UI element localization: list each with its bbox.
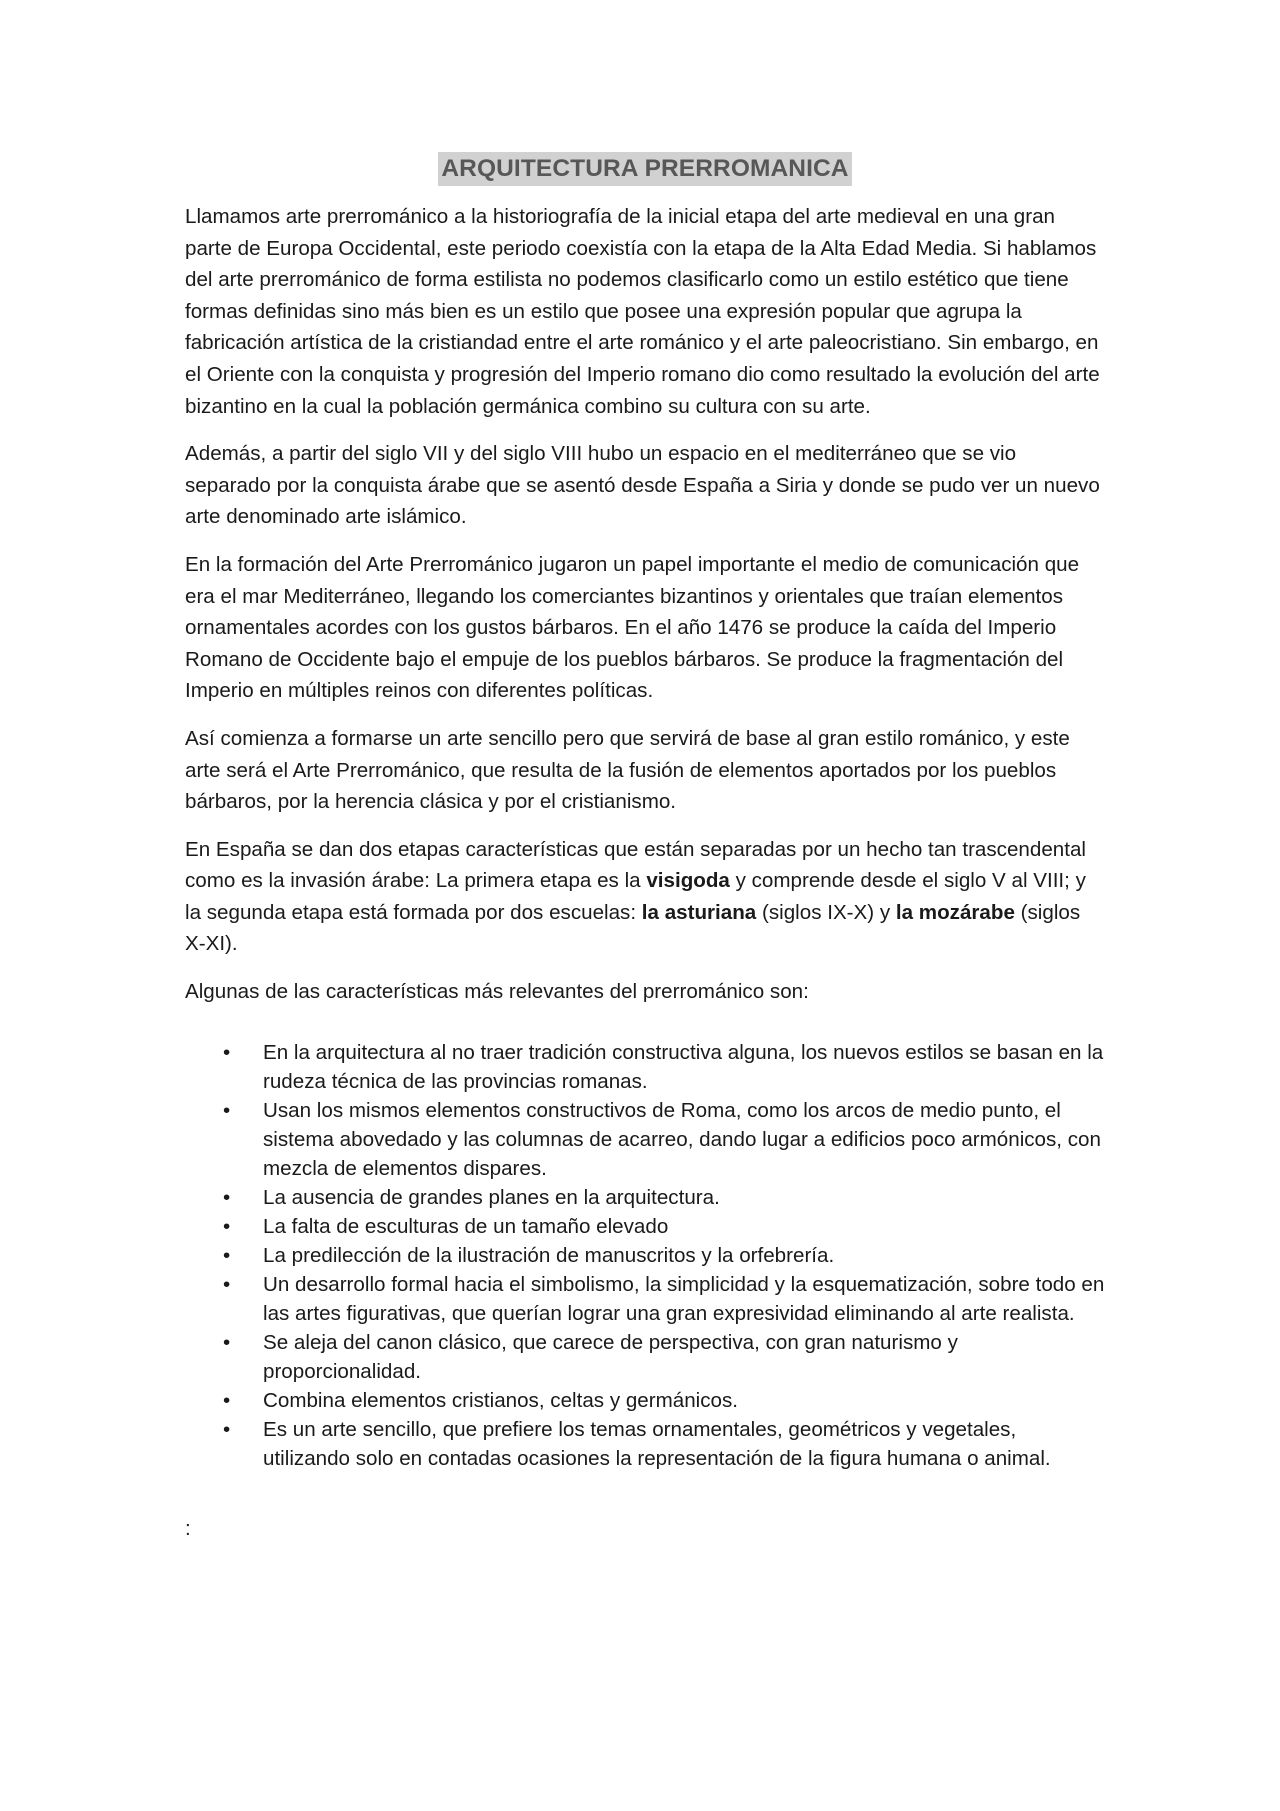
- bullet-icon: •: [223, 1388, 231, 1412]
- bullet-icon: •: [223, 1330, 231, 1354]
- list-item-text: Es un arte sencillo, que prefiere los temas ornamentales, geométricos y vegetales, utilizando solo en contadas ocasiones la representación de la figura humana o animal.: [263, 1417, 1051, 1470]
- list-item-text: En la arquitectura al no traer tradición constructiva alguna, los nuevos estilos se basan en la rudeza técnica de las provincias romanas.: [263, 1040, 1104, 1093]
- list-item: [185, 1270, 1105, 1328]
- paragraph-spain-stages: [185, 834, 1105, 960]
- bullet-icon: •: [223, 1098, 231, 1122]
- bullet-icon: •: [223, 1040, 231, 1064]
- list-item: [185, 1241, 1105, 1270]
- paragraph-intro: Llamamos arte prerrománico a la historiografía de la inicial etapa del arte medieval en una gran parte de Europa Occidental, este periodo coexistía con la etapa de la Alta Edad Media. Si hablamos del arte prerrománico de forma estilista no podemos clasificarlo como un estilo estético que tiene formas definidas sino más bien es un estilo que posee una expresión popular que agrupa la fabricación artística de la cristiandad entre el arte románico y el arte paleocristiano. Sin embargo, en el Oriente con la conquista y progresión del Imperio romano dio como resultado la evolución del arte bizantino en la cual la población germánica combino su cultura con su arte.: [185, 205, 1100, 418]
- spain-bold-mozarabe: la mozárabe: [895, 900, 1015, 924]
- list-item: [185, 1096, 1105, 1183]
- spain-text-1: En España se dan dos etapas características que están separadas por un hecho tan trascendental como es la invasión árabe: La primera etapa es la: [185, 837, 1086, 893]
- bullet-icon: •: [223, 1185, 231, 1209]
- list-item: [185, 1328, 1105, 1386]
- list-item: [185, 1183, 1105, 1212]
- list-item: [185, 1415, 1105, 1473]
- list-item-text: La falta de esculturas de un tamaño elevado: [263, 1214, 669, 1238]
- paragraph-simple-art: Así comienza a formarse un arte sencillo pero que servirá de base al gran estilo románico, y este arte será el Arte Prerrománico, que resulta de la fusión de elementos aportados por los pueblos bárbaros, por la herencia clásica y por el cristianismo.: [185, 726, 1070, 814]
- paragraph-islamic-art: Además, a partir del siglo VII y del siglo VIII hubo un espacio en el mediterráneo que se vio separado por la conquista árabe que se asentó desde España a Siria y donde se pudo ver un nuevo arte denominado arte islámico.: [185, 442, 1100, 529]
- list-item: [185, 1386, 1105, 1415]
- list-item-text: La predilección de la ilustración de manuscritos y la orfebrería.: [263, 1243, 835, 1267]
- bullet-icon: •: [223, 1272, 231, 1296]
- characteristics-list: [185, 1038, 1105, 1473]
- list-item-text: Usan los mismos elementos constructivos de Roma, como los arcos de medio punto, el sistema abovedado y las columnas de acarreo, dando lugar a edificios poco armónicos, con mezcla de elementos dispares.: [263, 1098, 1101, 1180]
- spain-bold-asturiana: la asturiana: [641, 900, 757, 924]
- bullet-icon: •: [223, 1243, 231, 1267]
- spain-text-2: y comprende desde el siglo V al VIII; y la segunda etapa está formada por dos escuelas:: [185, 869, 1086, 924]
- title-container: [185, 152, 1105, 187]
- bullet-icon: •: [223, 1417, 231, 1441]
- paragraph-characteristics-intro: Algunas de las características más relevantes del prerrománico son:: [185, 980, 809, 1004]
- page-title: ARQUITECTURA PRERROMANICA: [438, 152, 851, 186]
- paragraph-formation: En la formación del Arte Prerrománico jugaron un papel importante el medio de comunicación que era el mar Mediterráneo, llegando los comerciantes bizantinos y orientales que traían elementos ornamentales acordes con los gustos bárbaros. En el año 1476 se produce la caída del Imperio Romano de Occidente bajo el empuje de los pueblos bárbaros. Se produce la fragmentación del Imperio en múltiples reinos con diferentes políticas.: [185, 552, 1080, 703]
- trailing-colon: :: [185, 1516, 191, 1540]
- list-item: [185, 1038, 1105, 1096]
- document-page: [185, 152, 1105, 1560]
- spain-text-3: (siglos IX-X) y: [756, 900, 896, 924]
- spain-text-4: (siglos X-XI).: [185, 900, 1081, 956]
- list-item-text: Un desarrollo formal hacia el simbolismo, la simplicidad y la esquematización, sobre todo en las artes figurativas, que querían lograr una gran expresividad eliminando al arte realista.: [263, 1272, 1105, 1325]
- list-item: [185, 1212, 1105, 1241]
- bullet-icon: •: [223, 1214, 231, 1238]
- list-item-text: La ausencia de grandes planes en la arquitectura.: [263, 1185, 720, 1209]
- spain-bold-visigoda: visigoda: [646, 869, 730, 893]
- list-item-text: Se aleja del canon clásico, que carece de perspectiva, con gran naturismo y proporcionalidad.: [263, 1330, 958, 1383]
- list-item-text: Combina elementos cristianos, celtas y germánicos.: [263, 1388, 739, 1412]
